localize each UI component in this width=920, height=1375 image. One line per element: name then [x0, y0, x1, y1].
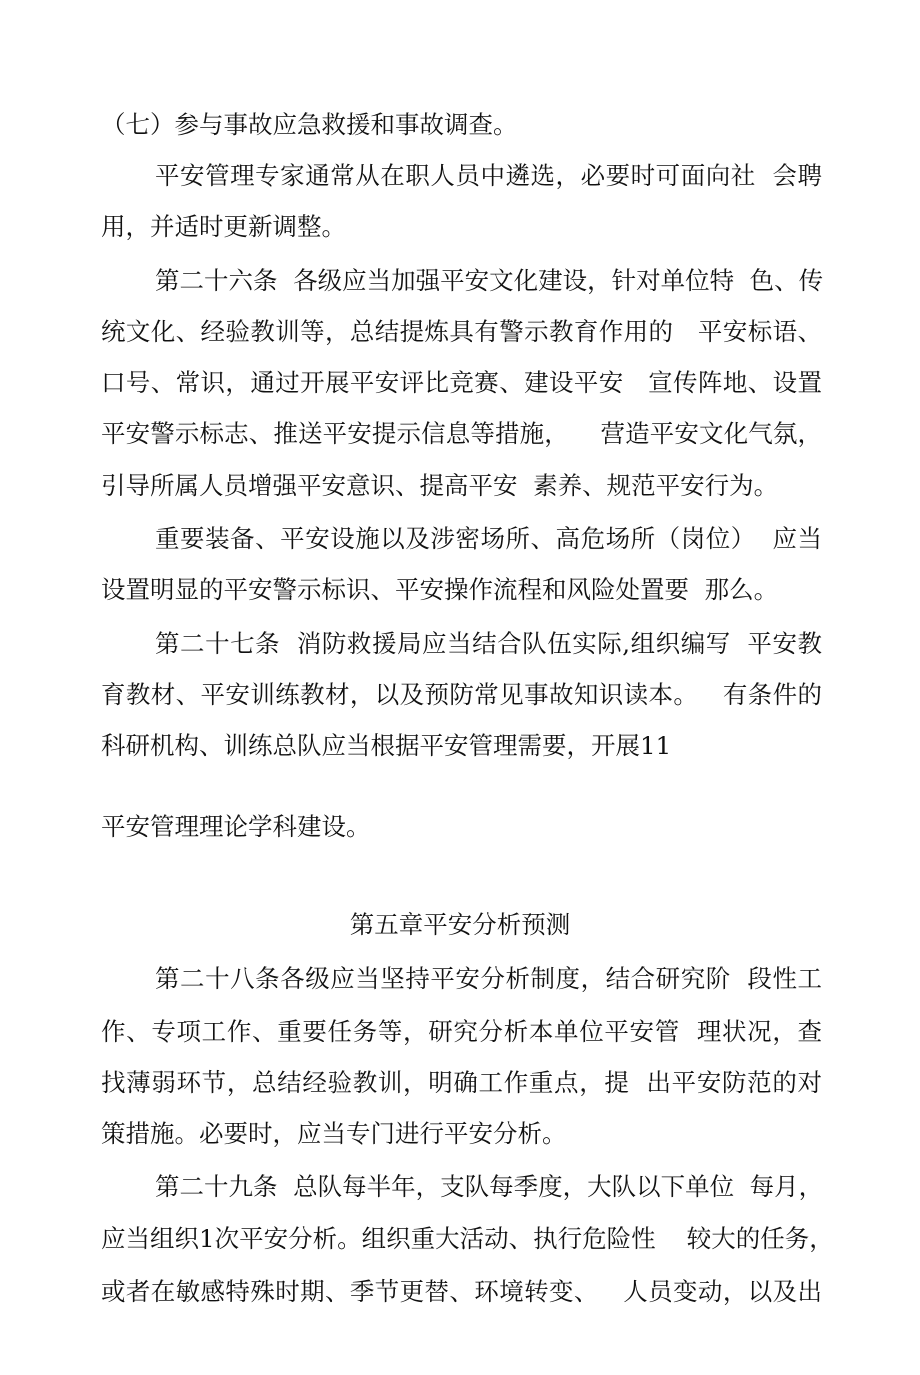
text-line: 设置明显的平安警示标识、平安操作流程和风险处置要 那么。 — [101, 575, 779, 604]
text-line: 平安管理专家通常从在职人员中遴选，必要时可面向社 会聘 — [155, 161, 822, 190]
text-line: 作、专项工作、重要任务等，研究分析本单位平安管 理状况，查 — [101, 1017, 822, 1046]
text-line: 口号、常识，通过开展平安评比竞赛、建设平安 宣传阵地、设置 — [101, 368, 822, 397]
text-line: 统文化、经验教训等，总结提炼具有警示教育作用的 平安标语、 — [101, 317, 822, 346]
text-line: 平安管理理论学科建设。 — [101, 812, 371, 841]
text-line: 用，并适时更新调整。 — [101, 212, 346, 241]
text-line: 引导所属人员增强平安意识、提高平安 素养、规范平安行为。 — [101, 471, 779, 500]
text-line: 第二十六条 各级应当加强平安文化建设，针对单位特 色、传 — [155, 266, 824, 295]
text-line: 第二十九条 总队每半年，支队每季度，大队以下单位 每月， — [155, 1172, 824, 1201]
text-line: 重要装备、平安设施以及涉密场所、高危场所（岗位） 应当 — [155, 524, 822, 553]
text-line: （七）参与事故应急救援和事故调查。 — [101, 110, 518, 139]
text-line: 或者在敏感特殊时期、季节更替、环境转变、 人员变动，以及出 — [101, 1277, 822, 1306]
text-line: 育教材、平安训练教材，以及预防常见事故知识读本。 有条件的 — [101, 680, 822, 709]
text-line: 第二十八条各级应当坚持平安分析制度，结合研究阶 段性工 — [155, 964, 822, 993]
text-line: 第二十七条 消防救援局应当结合队伍实际,组织编写 平安教 — [155, 629, 822, 658]
text-line: 策措施。必要时，应当专门进行平安分析。 — [101, 1119, 567, 1148]
text-line: 平安警示标志、推送平安提示信息等措施， 营造平安文化气氛， — [101, 419, 822, 448]
text-line: 找薄弱环节，总结经验教训，明确工作重点，提 出平安防范的对 — [101, 1068, 822, 1097]
text-line: 应当组织1次平安分析。组织重大活动、执行危险性 较大的任务， — [101, 1224, 834, 1253]
text-line: 科研机构、训练总队应当根据平安管理需要，开展11 — [101, 731, 672, 760]
chapter-heading: 第五章平安分析预测 — [349, 910, 571, 939]
